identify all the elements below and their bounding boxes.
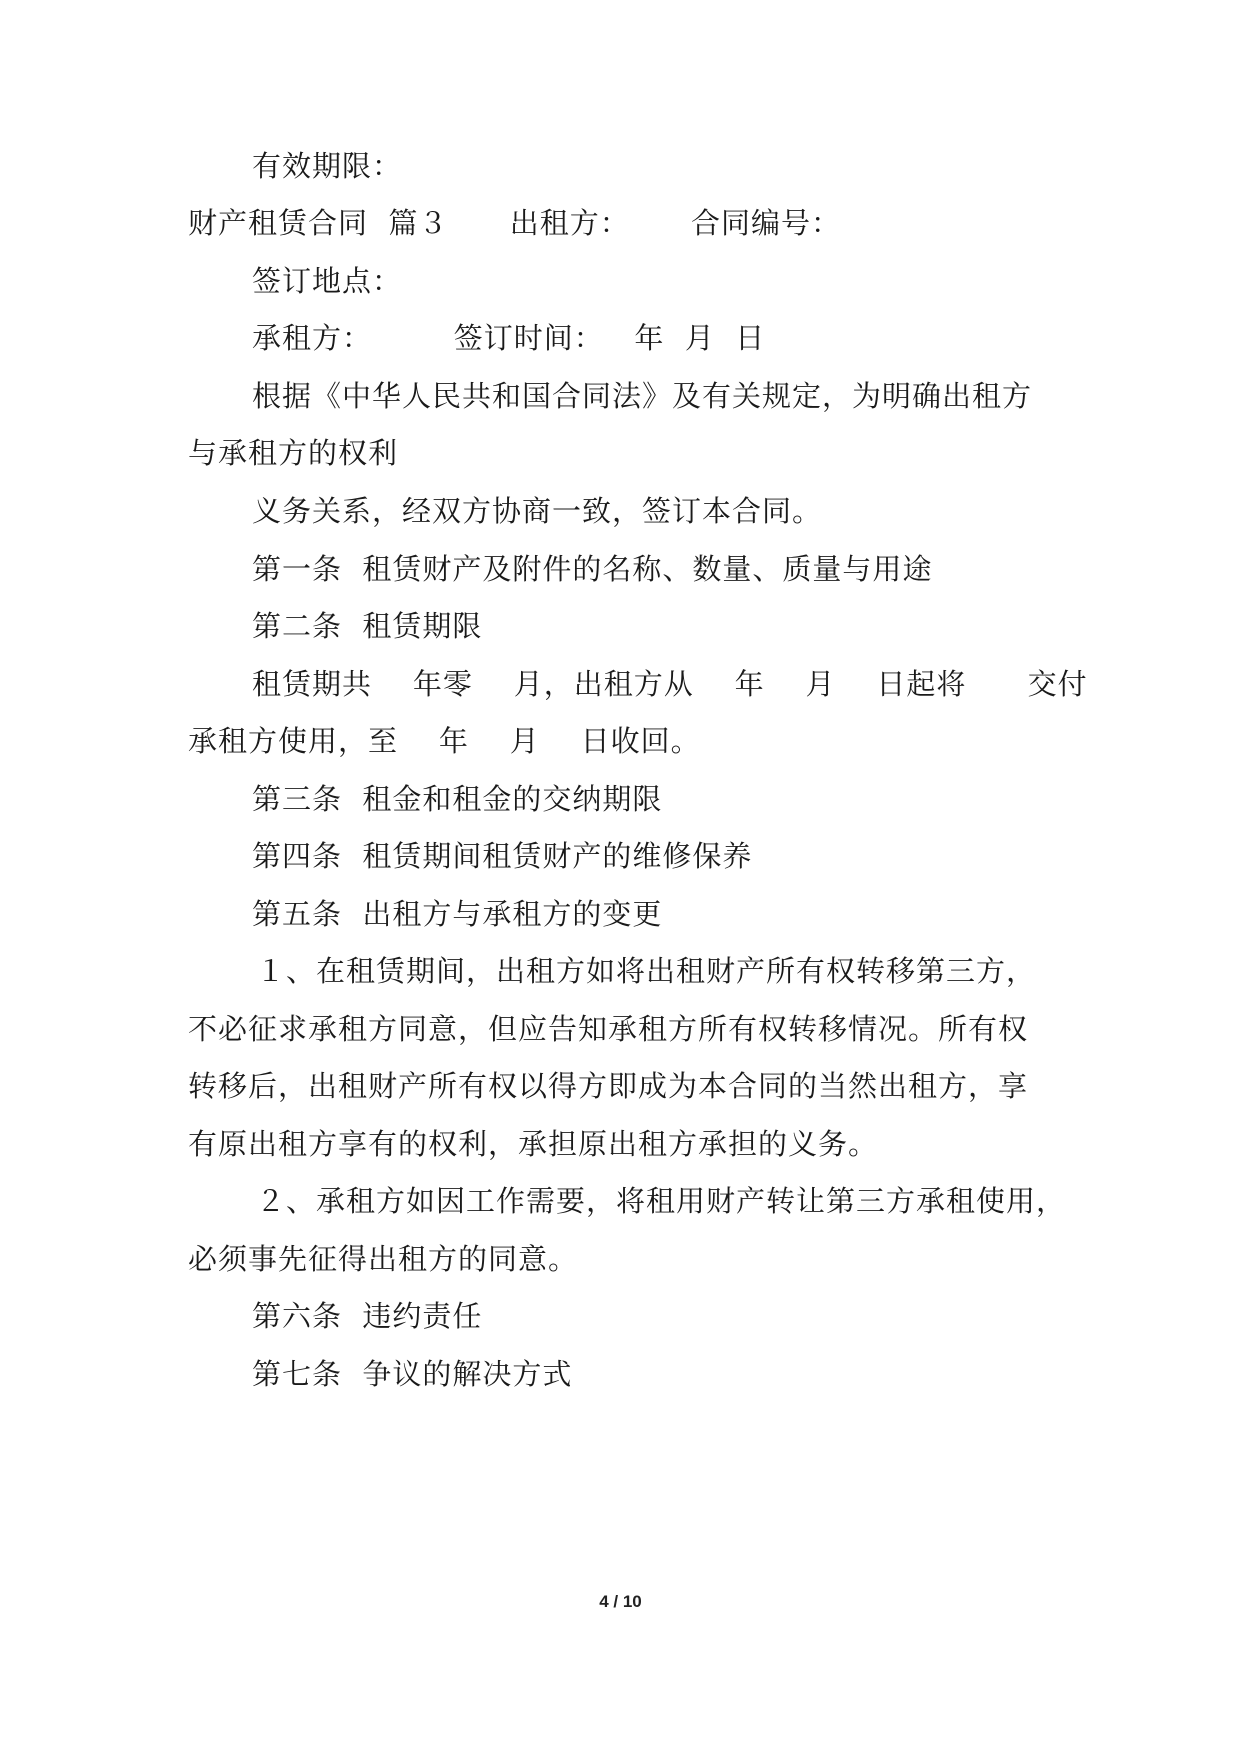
article-3-heading: 第三条 租金和租金的交纳期限 [252, 782, 663, 816]
preamble-line-2: 与承租方的权利 [188, 436, 399, 470]
contract-title-line: 财产租赁合同 篇３ 出租方： 合同编号： [188, 206, 842, 240]
preamble-line-1: 根据《中华人民共和国合同法》及有关规定，为明确出租方 [252, 379, 1033, 413]
article-1-heading: 第一条 租赁财产及附件的名称、数量、质量与用途 [252, 552, 933, 586]
clause-1-line-1: １、在租赁期间，出租方如将出租财产所有权转移第三方， [256, 954, 1037, 988]
page-number: 4 / 10 [599, 1592, 642, 1611]
article-2-heading: 第二条 租赁期限 [252, 609, 483, 643]
article-5-heading: 第五条 出租方与承租方的变更 [252, 897, 663, 931]
clause-1-line-2: 不必征求承租方同意，但应告知承租方所有权转移情况。所有权 [188, 1012, 1029, 1046]
clause-2-line-1: ２、承租方如因工作需要，将租用财产转让第三方承租使用， [256, 1184, 1067, 1218]
clause-2-line-2: 必须事先征得出租方的同意。 [188, 1242, 579, 1276]
preamble-line-3: 义务关系，经双方协商一致，签订本合同。 [252, 494, 823, 528]
lease-term-line-1: 租赁期共 年零 月，出租方从 年 月 日起将 交付 [252, 667, 1088, 701]
signing-place-line: 签订地点： [252, 264, 403, 298]
article-4-heading: 第四条 租赁期间租赁财产的维修保养 [252, 839, 753, 873]
clause-1-line-3: 转移后，出租财产所有权以得方即成为本合同的当然出租方，享 [188, 1069, 1029, 1103]
clause-1-line-4: 有原出租方享有的权利，承担原出租方承担的义务。 [188, 1127, 879, 1161]
article-7-heading: 第七条 争议的解决方式 [252, 1357, 573, 1391]
validity-line: 有效期限： [252, 149, 403, 183]
article-6-heading: 第六条 违约责任 [252, 1299, 483, 1333]
lessee-line: 承租方： 签订时间： 年 月 日 [252, 321, 766, 355]
lease-term-line-2: 承租方使用，至 年 月 日收回。 [188, 724, 701, 758]
